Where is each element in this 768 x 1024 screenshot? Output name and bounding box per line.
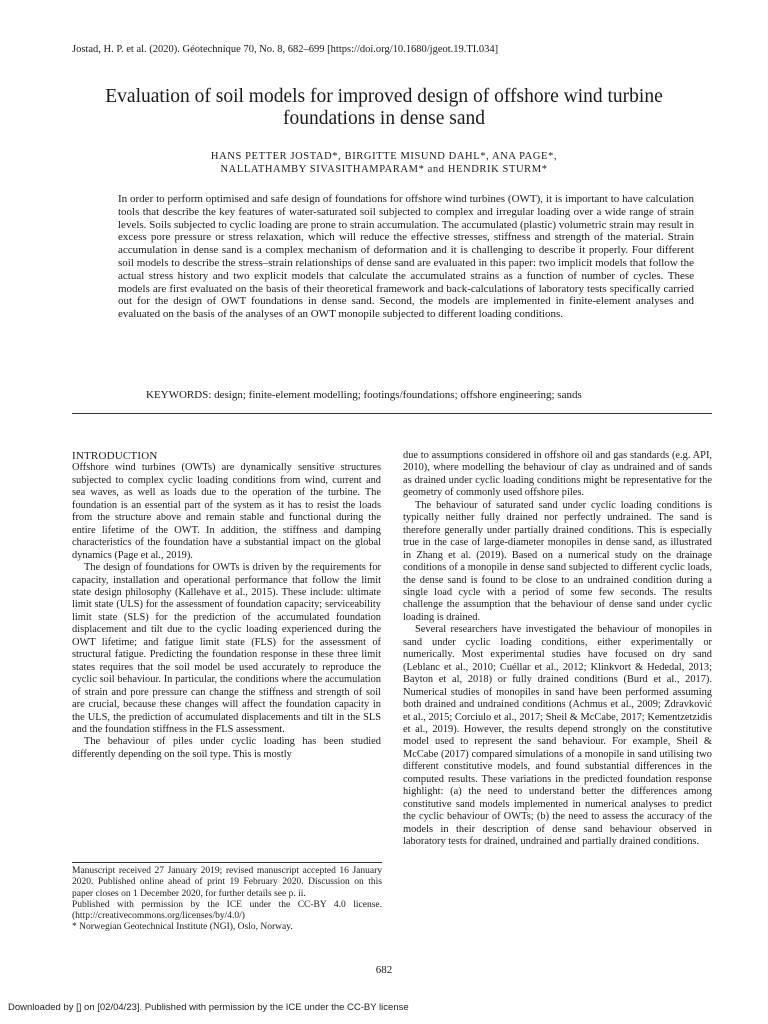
left-column: [72, 450, 381, 761]
paragraph: The behaviour of saturated sand under cyclic loading conditions is typically neither fully drained nor perfectly undrained. The sand is therefore generally under partially drained conditions. This is especially true in the case of large-diameter monopiles in dense sand, as illustrated in Zhang et al. (2019). Based on a numerical study on the drainage conditions of a monopile in dense sand subjected to different cyclic loads, the dense sand is found to be close to an undrained condition during a single load cycle with a period of some few seconds. The results challenge the assumption that the behaviour of dense sand under cyclic loading is drained.: [403, 499, 712, 623]
footnote-license: Published with permission by the ICE under the CC-BY 4.0 license. (http://creativecommons.org/licenses/by/4.0/): [72, 899, 382, 922]
paragraph: The behaviour of piles under cyclic loading has been studied differently depending on the soil type. This is mostly: [72, 736, 381, 760]
right-column: [403, 450, 712, 849]
journal-citation: Jostad, H. P. et al. (2020). Géotechnique 70, No. 8, 682–699 [https://doi.org/10.1680/jgeot.19.TI.034]: [72, 44, 499, 55]
keywords: KEYWORDS: design; finite-element modelling; footings/foundations; offshore engineering; sands: [146, 389, 582, 401]
footnote-affiliation: * Norwegian Geotechnical Institute (NGI), Oslo, Norway.: [72, 922, 293, 933]
paragraph: Offshore wind turbines (OWTs) are dynamically sensitive structures subjected to complex cyclic loading conditions from wind, current and sea waves, as well as loads due to the operation of the turbine. The foundation is an essential part of the system as it has to resist the loads from the structure above and remain stable and functional during the entire lifetime of the OWT. In addition, the stiffness and damping characteristics of the foundation have a substantial impact on the global dynamics (Page et al., 2019).: [72, 462, 381, 561]
paragraph: The design of foundations for OWTs is driven by the requirements for capacity, installation and operational performance that follow the limit state design philosophy (Kallehave et al., 2015). These include: ultimate limit state (ULS) for the assessment of foundation capacity; serviceability limit state (SLS) for the prediction of the accumulated foundation displacement and tilt due to the cyclic loading experienced during the OWT lifetime; and fatigue limit state (FLS) for the assessment of structural fatigue. Predicting the foundation response in these three limit states requires that the soil model be used accurately to reproduce the cyclic soil behaviour. In particular, the conditions where the accumulation of strain and pore pressure can change the stiffness and strength of soil are crucial, because these changes will affect the foundation capacity in the ULS, the prediction of accumulated displacements and tilt in the SLS and the foundation stiffness in the FLS assessment.: [72, 562, 381, 735]
paragraph: due to assumptions considered in offshore oil and gas standards (e.g. API, 2010), where modelling the behaviour of clay as undrained and of sands as drained under cyclic loading conditions might be representative for the geometry of commonly used offshore piles.: [403, 450, 712, 499]
footnote-divider: [72, 862, 382, 863]
author-line-2: NALLATHAMBY SIVASITHAMPARAM* and HENDRIK STURM*: [220, 164, 548, 175]
paragraph: Several researchers have investigated the behaviour of monopiles in sand under cyclic loading conditions, either experimentally or numerically. Most experimental studies have focused on dry sand (Leblanc et al., 2010; Cuéllar et al., 2012; Klinkvort & Hededal, 2013; Bayton et al, 2018) or fully drained conditions (Burd et al., 2017). Numerical studies of monopiles in sand have been performed assuming both drained and undrained conditions (Achmus et al., 2009; Zdravković et al., 2015; Corciulo et al., 2017; Sheil & McCabe, 2017; Kementzetzidis et al., 2019). However, the results depend strongly on the constitutive model used to represent the sand behaviour. For example, Sheil & McCabe (2017) compared simulations of a monopile in sand utilising two different constitutive models, and found substantial differences in the computed results. These variations in the predicted foundation response highlight: (a) the need to understand better the differences among constitutive sand models implemented in numerical analyses to predict the cyclic behaviour of OWTs; (b) the need to assess the accuracy of the models in their description of dense sand behaviour observed in laboratory tests for drained, undrained and partially drained conditions.: [403, 624, 712, 848]
abstract: In order to perform optimised and safe design of foundations for offshore wind turbines (OWT), it is important to have calculation tools that describe the key features of water-saturated soil subjected to complex and irregular loading over a wide range of strain levels. Soils subjected to cyclic loading are prone to strain accumulation. The accumulated (plastic) volumetric strain may result in excess pore pressure or stress relaxation, which will reduce the effective stresses, stiffness and strength of the material. Strain accumulation in dense sand is a complex mechanism of deformation and it is challenging to describe it properly. Four different soil models to describe the stress–strain relationships of dense sand are evaluated in this paper: two implicit models that follow the actual stress history and two explicit models that calculate the accumulated strains as a function of number of cycles. These models are first evaluated on the basis of their theoretical framework and back-calculations of laboratory tests specifically carried out for the design of OWT foundations in dense sand. Second, the models are implemented in finite-element analyses and evaluated on the basis of the analyses of an OWT monopile subjected to different loading conditions.: [118, 193, 694, 321]
section-divider: [72, 413, 712, 414]
section-heading-introduction: INTRODUCTION: [72, 450, 158, 462]
footnote: [72, 866, 382, 934]
download-notice: Downloaded by [] on [02/04/23]. Published with permission by the ICE under the CC-BY license: [8, 1002, 409, 1013]
author-line-1: HANS PETTER JOSTAD*, BIRGITTE MISUND DAHL*, ANA PAGE*,: [210, 151, 558, 162]
page-number: 682: [375, 964, 393, 976]
footnote-received: Manuscript received 27 January 2019; revised manuscript accepted 16 January 2020. Published online ahead of print 19 February 2020. Discussion on this paper closes on 1 December 2020, for further details see p. ii.: [72, 866, 382, 899]
paper-title: Evaluation of soil models for improved design of offshore wind turbine foundations in dense sand: [105, 86, 663, 129]
